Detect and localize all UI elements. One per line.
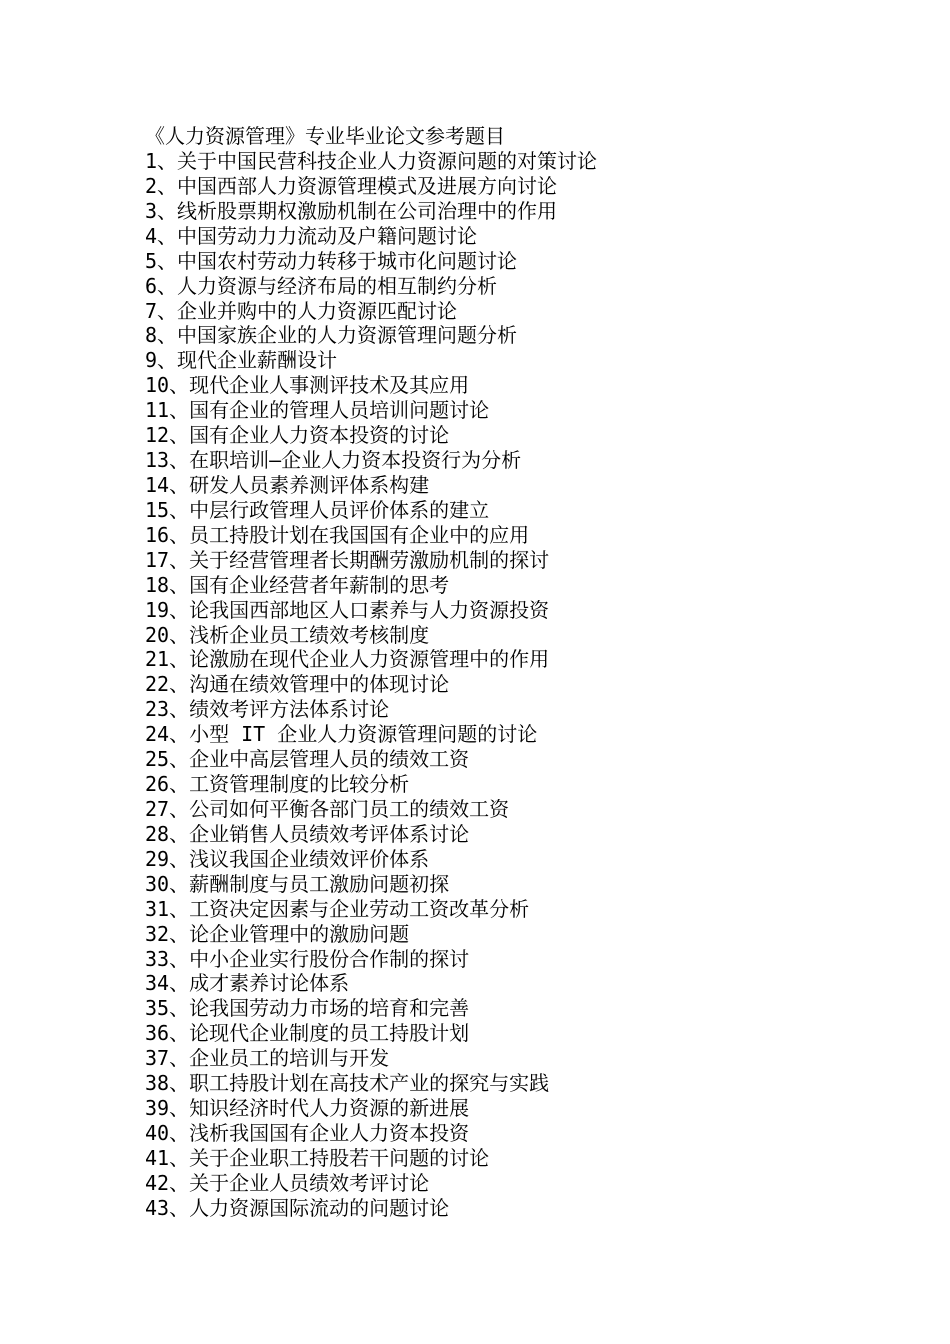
topic-item: 3、线析股票期权激励机制在公司治理中的作用 <box>145 198 558 223</box>
topic-item: 9、现代企业薪酬设计 <box>145 348 338 373</box>
topic-item: 37、企业员工的培训与开发 <box>145 1046 390 1071</box>
topic-item: 2、中国西部人力资源管理模式及进展方向讨论 <box>145 173 558 198</box>
topic-item: 25、企业中高层管理人员的绩效工资 <box>145 747 470 772</box>
topic-item: 30、薪酬制度与员工激励问题初探 <box>145 871 450 896</box>
topic-item: 13、在职培训—企业人力资本投资行为分析 <box>145 448 522 473</box>
topic-item: 8、中国家族企业的人力资源管理问题分析 <box>145 323 518 348</box>
topic-item: 33、中小企业实行股份合作制的探讨 <box>145 946 470 971</box>
topic-item: 15、中层行政管理人员评价体系的建立 <box>145 497 490 522</box>
topic-item: 5、中国农村劳动力转移于城市化问题讨论 <box>145 248 518 273</box>
topic-item: 34、成才素养讨论体系 <box>145 971 350 996</box>
topic-item: 16、员工持股计划在我国国有企业中的应用 <box>145 522 530 547</box>
topic-item: 20、浅析企业员工绩效考核制度 <box>145 622 430 647</box>
topic-item: 4、中国劳动力力流动及户籍问题讨论 <box>145 223 478 248</box>
topic-item: 7、企业并购中的人力资源匹配讨论 <box>145 298 458 323</box>
document-title: 《人力资源管理》专业毕业论文参考题目 <box>145 124 505 148</box>
topic-item: 26、工资管理制度的比较分析 <box>145 772 410 797</box>
topic-item: 14、研发人员素养测评体系构建 <box>145 472 430 497</box>
topic-item: 43、人力资源国际流动的问题讨论 <box>145 1195 450 1220</box>
topic-item: 29、浅议我国企业绩效评价体系 <box>145 846 430 871</box>
topic-item: 23、绩效考评方法体系讨论 <box>145 697 390 722</box>
topic-item: 11、国有企业的管理人员培训问题讨论 <box>145 398 490 423</box>
topic-item: 6、人力资源与经济布局的相互制约分析 <box>145 273 498 298</box>
topic-item: 24、小型 IT 企业人力资源管理问题的讨论 <box>145 722 538 747</box>
topic-item: 38、职工持股计划在高技术产业的探究与实践 <box>145 1071 550 1096</box>
topic-item: 35、论我国劳动力市场的培育和完善 <box>145 996 470 1021</box>
topic-item: 39、知识经济时代人力资源的新进展 <box>145 1096 470 1121</box>
topic-item: 41、关于企业职工持股若干问题的讨论 <box>145 1145 490 1170</box>
topic-item: 36、论现代企业制度的员工持股计划 <box>145 1021 470 1046</box>
topic-item: 19、论我国西部地区人口素养与人力资源投资 <box>145 597 550 622</box>
topic-item: 42、关于企业人员绩效考评讨论 <box>145 1170 430 1195</box>
topic-item: 10、现代企业人事测评技术及其应用 <box>145 373 470 398</box>
topic-item: 31、工资决定因素与企业劳动工资改革分析 <box>145 896 530 921</box>
topic-list <box>145 149 905 1221</box>
topic-item: 12、国有企业人力资本投资的讨论 <box>145 423 450 448</box>
topic-item: 22、沟通在绩效管理中的体现讨论 <box>145 672 450 697</box>
topic-item: 18、国有企业经营者年薪制的思考 <box>145 572 450 597</box>
topic-item: 40、浅析我国国有企业人力资本投资 <box>145 1120 470 1145</box>
topic-item: 32、论企业管理中的激励问题 <box>145 921 410 946</box>
topic-item: 1、关于中国民营科技企业人力资源问题的对策讨论 <box>145 149 598 173</box>
topic-item: 28、企业销售人员绩效考评体系讨论 <box>145 821 470 846</box>
topic-item: 17、关于经营管理者长期酬劳激励机制的探讨 <box>145 547 550 572</box>
topic-item: 27、公司如何平衡各部门员工的绩效工资 <box>145 796 510 821</box>
topic-item: 21、论激励在现代企业人力资源管理中的作用 <box>145 647 550 672</box>
document-body <box>145 124 905 1221</box>
